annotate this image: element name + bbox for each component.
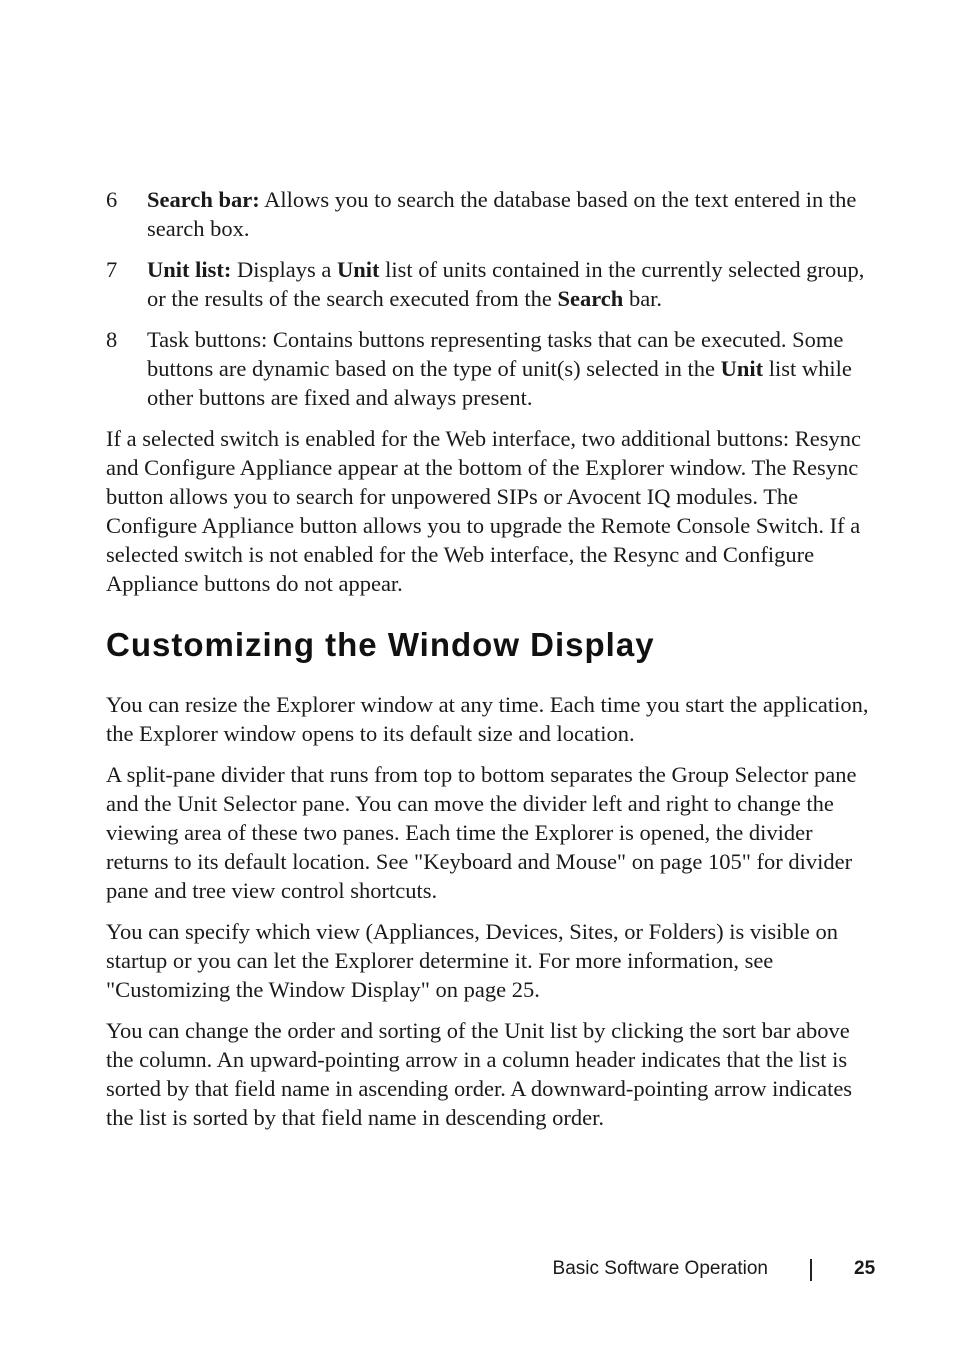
list-text-segment: bar.	[623, 286, 663, 311]
list-text-segment: list of units contained in the currently selected group, or the results of the search executed from the	[147, 257, 865, 311]
list-number: 7	[106, 257, 118, 282]
list-term: Search bar:	[147, 187, 260, 212]
list-number: 8	[106, 327, 118, 352]
list-text	[147, 185, 876, 243]
section-body	[106, 690, 876, 1144]
body-paragraph: You can change the order and sorting of the Unit list by clicking the sort bar above the column. An upward-pointing arrow in a column header indicates that the list is sorted by that field name in ascending order. A downward-pointing arrow indicates the list is sorted by that field name in descending order.	[106, 1018, 853, 1130]
list-text-segment: Allows you to search the database based on the text entered in the search box.	[147, 187, 857, 241]
footer-divider	[810, 1259, 812, 1281]
body-paragraph: You can specify which view (Appliances, Devices, Sites, or Folders) is visible on startup or you can let the Explorer determine it. For more information, see "Customizing the Window Display" on page 25.	[106, 919, 838, 1002]
list-item	[106, 185, 876, 243]
page-footer	[0, 1258, 954, 1284]
intro-paragraph: If a selected switch is enabled for the Web interface, two additional buttons: Resync and Configure Appliance appear at the bottom of the Explorer window. The Resync button allows you to search for unpowered SIPs or Avocent IQ modules. The Configure Appliance button allows you to upgrade the Remote Console Switch. If a selected switch is not enabled for the Web interface, the Resync and Configure Appliance buttons do not appear.	[106, 426, 862, 596]
list-text	[147, 325, 876, 412]
list-text-segment: Task buttons: Contains buttons representing tasks that can be executed. Some buttons are dynamic based on the type of unit(s) selected in the	[147, 327, 844, 381]
page-number: 25	[854, 1258, 876, 1279]
list-term: Unit list:	[147, 257, 232, 282]
list-number: 6	[106, 187, 118, 212]
intro-section	[106, 424, 876, 610]
list-item	[106, 325, 876, 412]
list-text-bold: Search	[557, 286, 624, 311]
list-text-bold: Unit	[720, 356, 764, 381]
footer-section-title: Basic Software Operation	[552, 1258, 768, 1279]
list-text-segment: Displays a	[231, 257, 337, 282]
list-text	[147, 255, 876, 313]
list-item	[106, 255, 876, 313]
numbered-list	[106, 185, 876, 424]
section-heading: Customizing the Window Display	[106, 626, 655, 663]
body-paragraph: A split-pane divider that runs from top to bottom separates the Group Selector pane and the Unit Selector pane. You can move the divider left and right to change the viewing area of these two panes. Each time the Explorer is opened, the divider returns to its default location. See "Keyboard and Mouse" on page 105" for divider pane and tree view control shortcuts.	[106, 762, 857, 903]
list-text-bold: Unit	[337, 257, 380, 282]
body-paragraph: You can resize the Explorer window at any time. Each time you start the application, the Explorer window opens to its default size and location.	[106, 692, 869, 746]
list-text-segment: list while other buttons are fixed and always present.	[147, 356, 852, 410]
